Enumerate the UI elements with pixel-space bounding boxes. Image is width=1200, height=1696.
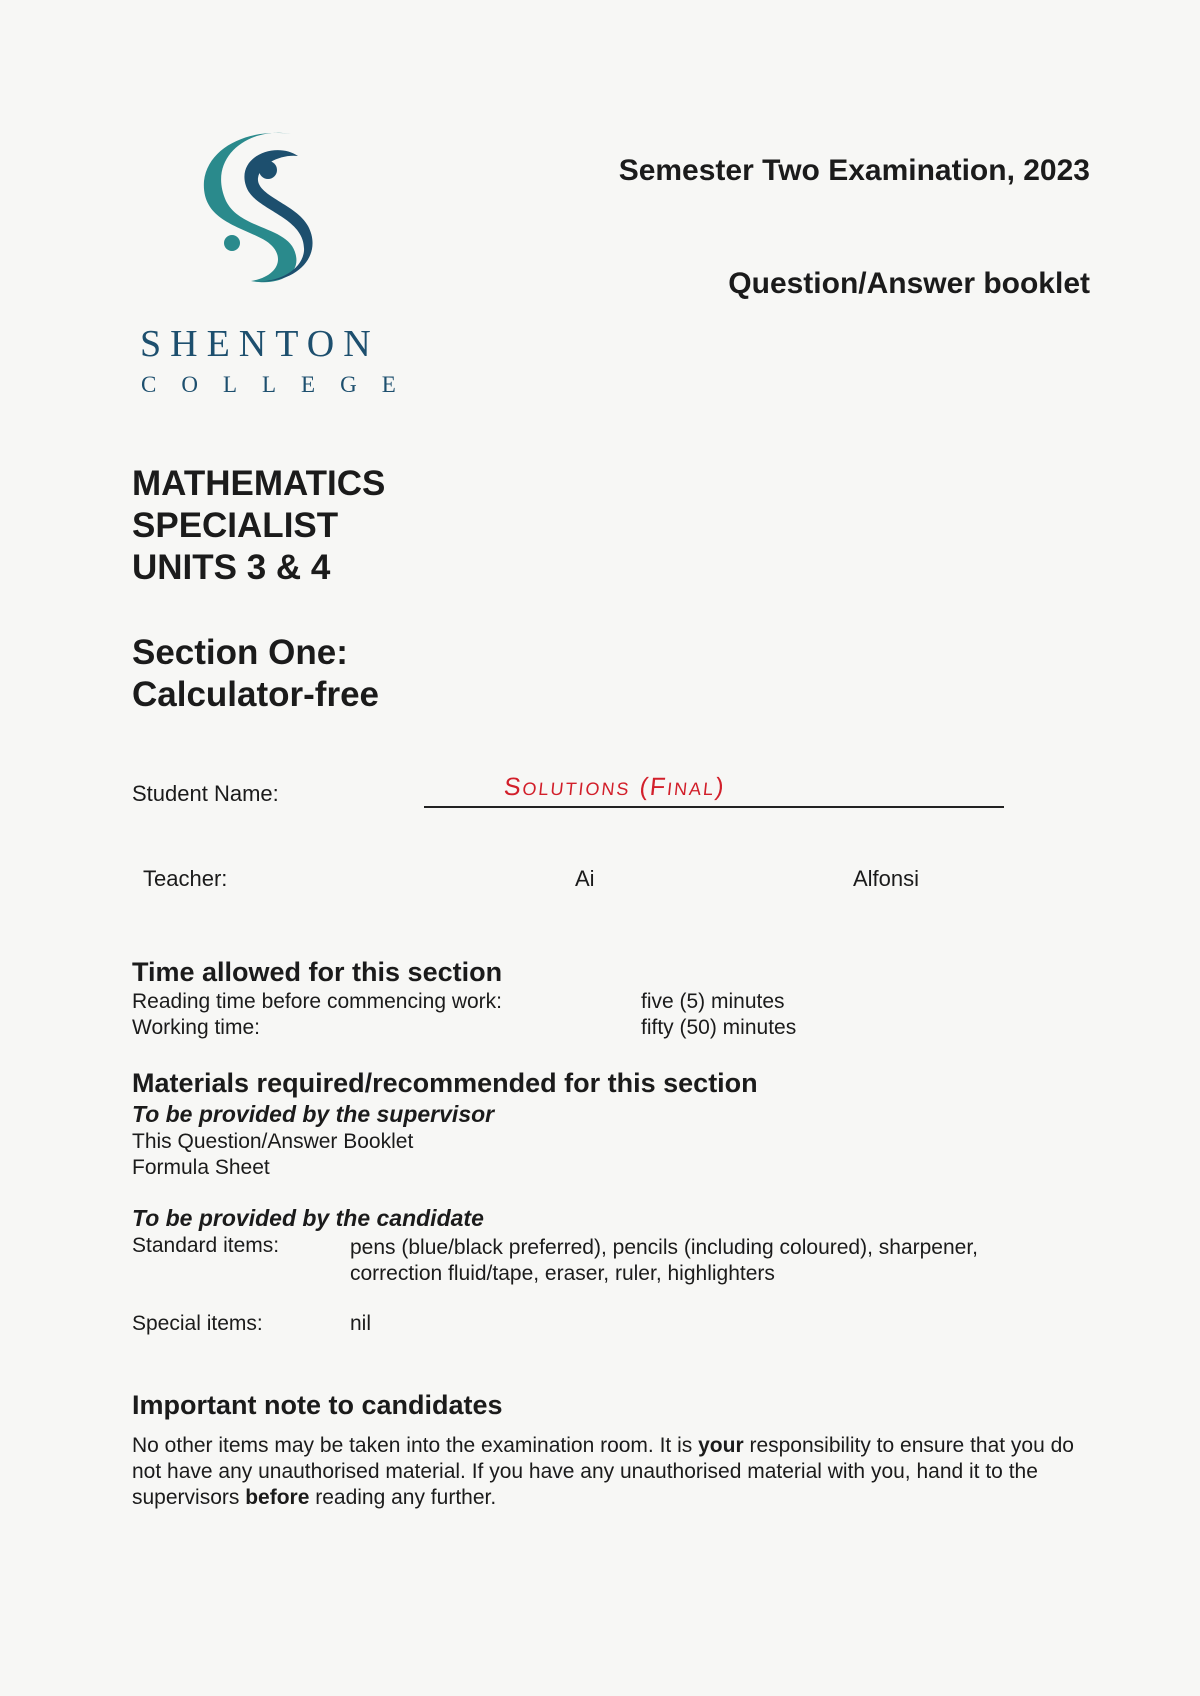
note-emphasis-before: before: [245, 1486, 310, 1509]
standard-items-line-1: pens (blue/black preferred), pencils (including coloured), sharpener,: [350, 1236, 979, 1259]
teacher-option-1: Ai: [575, 866, 595, 891]
section-line-1: Section One:: [132, 633, 348, 672]
college-subtitle: COLLEGE: [141, 372, 421, 397]
section-title: [132, 632, 379, 716]
working-time-value: fifty (50) minutes: [641, 1016, 797, 1039]
subject-line-3: UNITS 3 & 4: [132, 548, 331, 587]
special-items-label: Special items:: [132, 1312, 263, 1335]
standard-items-label: Standard items:: [132, 1234, 280, 1257]
teacher-option-2: Alfonsi: [853, 866, 920, 891]
student-name-label: Student Name:: [132, 781, 279, 806]
note-body: No other items may be taken into the examination room. It is your responsibility to ensure that you do not have any unauthorised material. If you have any unauthorised material with you, hand it to the supervisors before reading any further.: [132, 1434, 1074, 1509]
section-line-2: Calculator-free: [132, 675, 380, 714]
special-items-value: nil: [350, 1312, 372, 1335]
note-emphasis-your: your: [698, 1434, 744, 1457]
standard-items-line-2: correction fluid/tape, eraser, ruler, highlighters: [350, 1262, 775, 1285]
college-logo-emblem: [196, 126, 326, 286]
supervisor-item-1: This Question/Answer Booklet: [132, 1130, 414, 1153]
subject-line-2: SPECIALIST: [132, 506, 339, 545]
working-time-label: Working time:: [132, 1016, 260, 1039]
note-heading: Important note to candidates: [132, 1390, 503, 1420]
reading-time-value: five (5) minutes: [641, 990, 785, 1013]
supervisor-item-2: Formula Sheet: [132, 1156, 270, 1179]
supervisor-heading: To be provided by the supervisor: [132, 1101, 495, 1127]
reading-time-label: Reading time before commencing work:: [132, 990, 503, 1013]
time-heading: Time allowed for this section: [132, 957, 503, 987]
student-name-value: Solutions (Final): [502, 773, 728, 801]
teacher-label: Teacher:: [143, 866, 228, 891]
college-name: SHENTON: [140, 323, 380, 365]
subject-line-1: MATHEMATICS: [132, 464, 386, 503]
exam-title: Semester Two Examination, 2023: [618, 154, 1090, 187]
candidate-heading: To be provided by the candidate: [132, 1205, 484, 1231]
subject-title: [132, 463, 385, 589]
materials-heading: Materials required/recommended for this section: [132, 1068, 758, 1098]
booklet-title: Question/Answer booklet: [728, 267, 1090, 300]
student-name-line: [424, 806, 1004, 808]
